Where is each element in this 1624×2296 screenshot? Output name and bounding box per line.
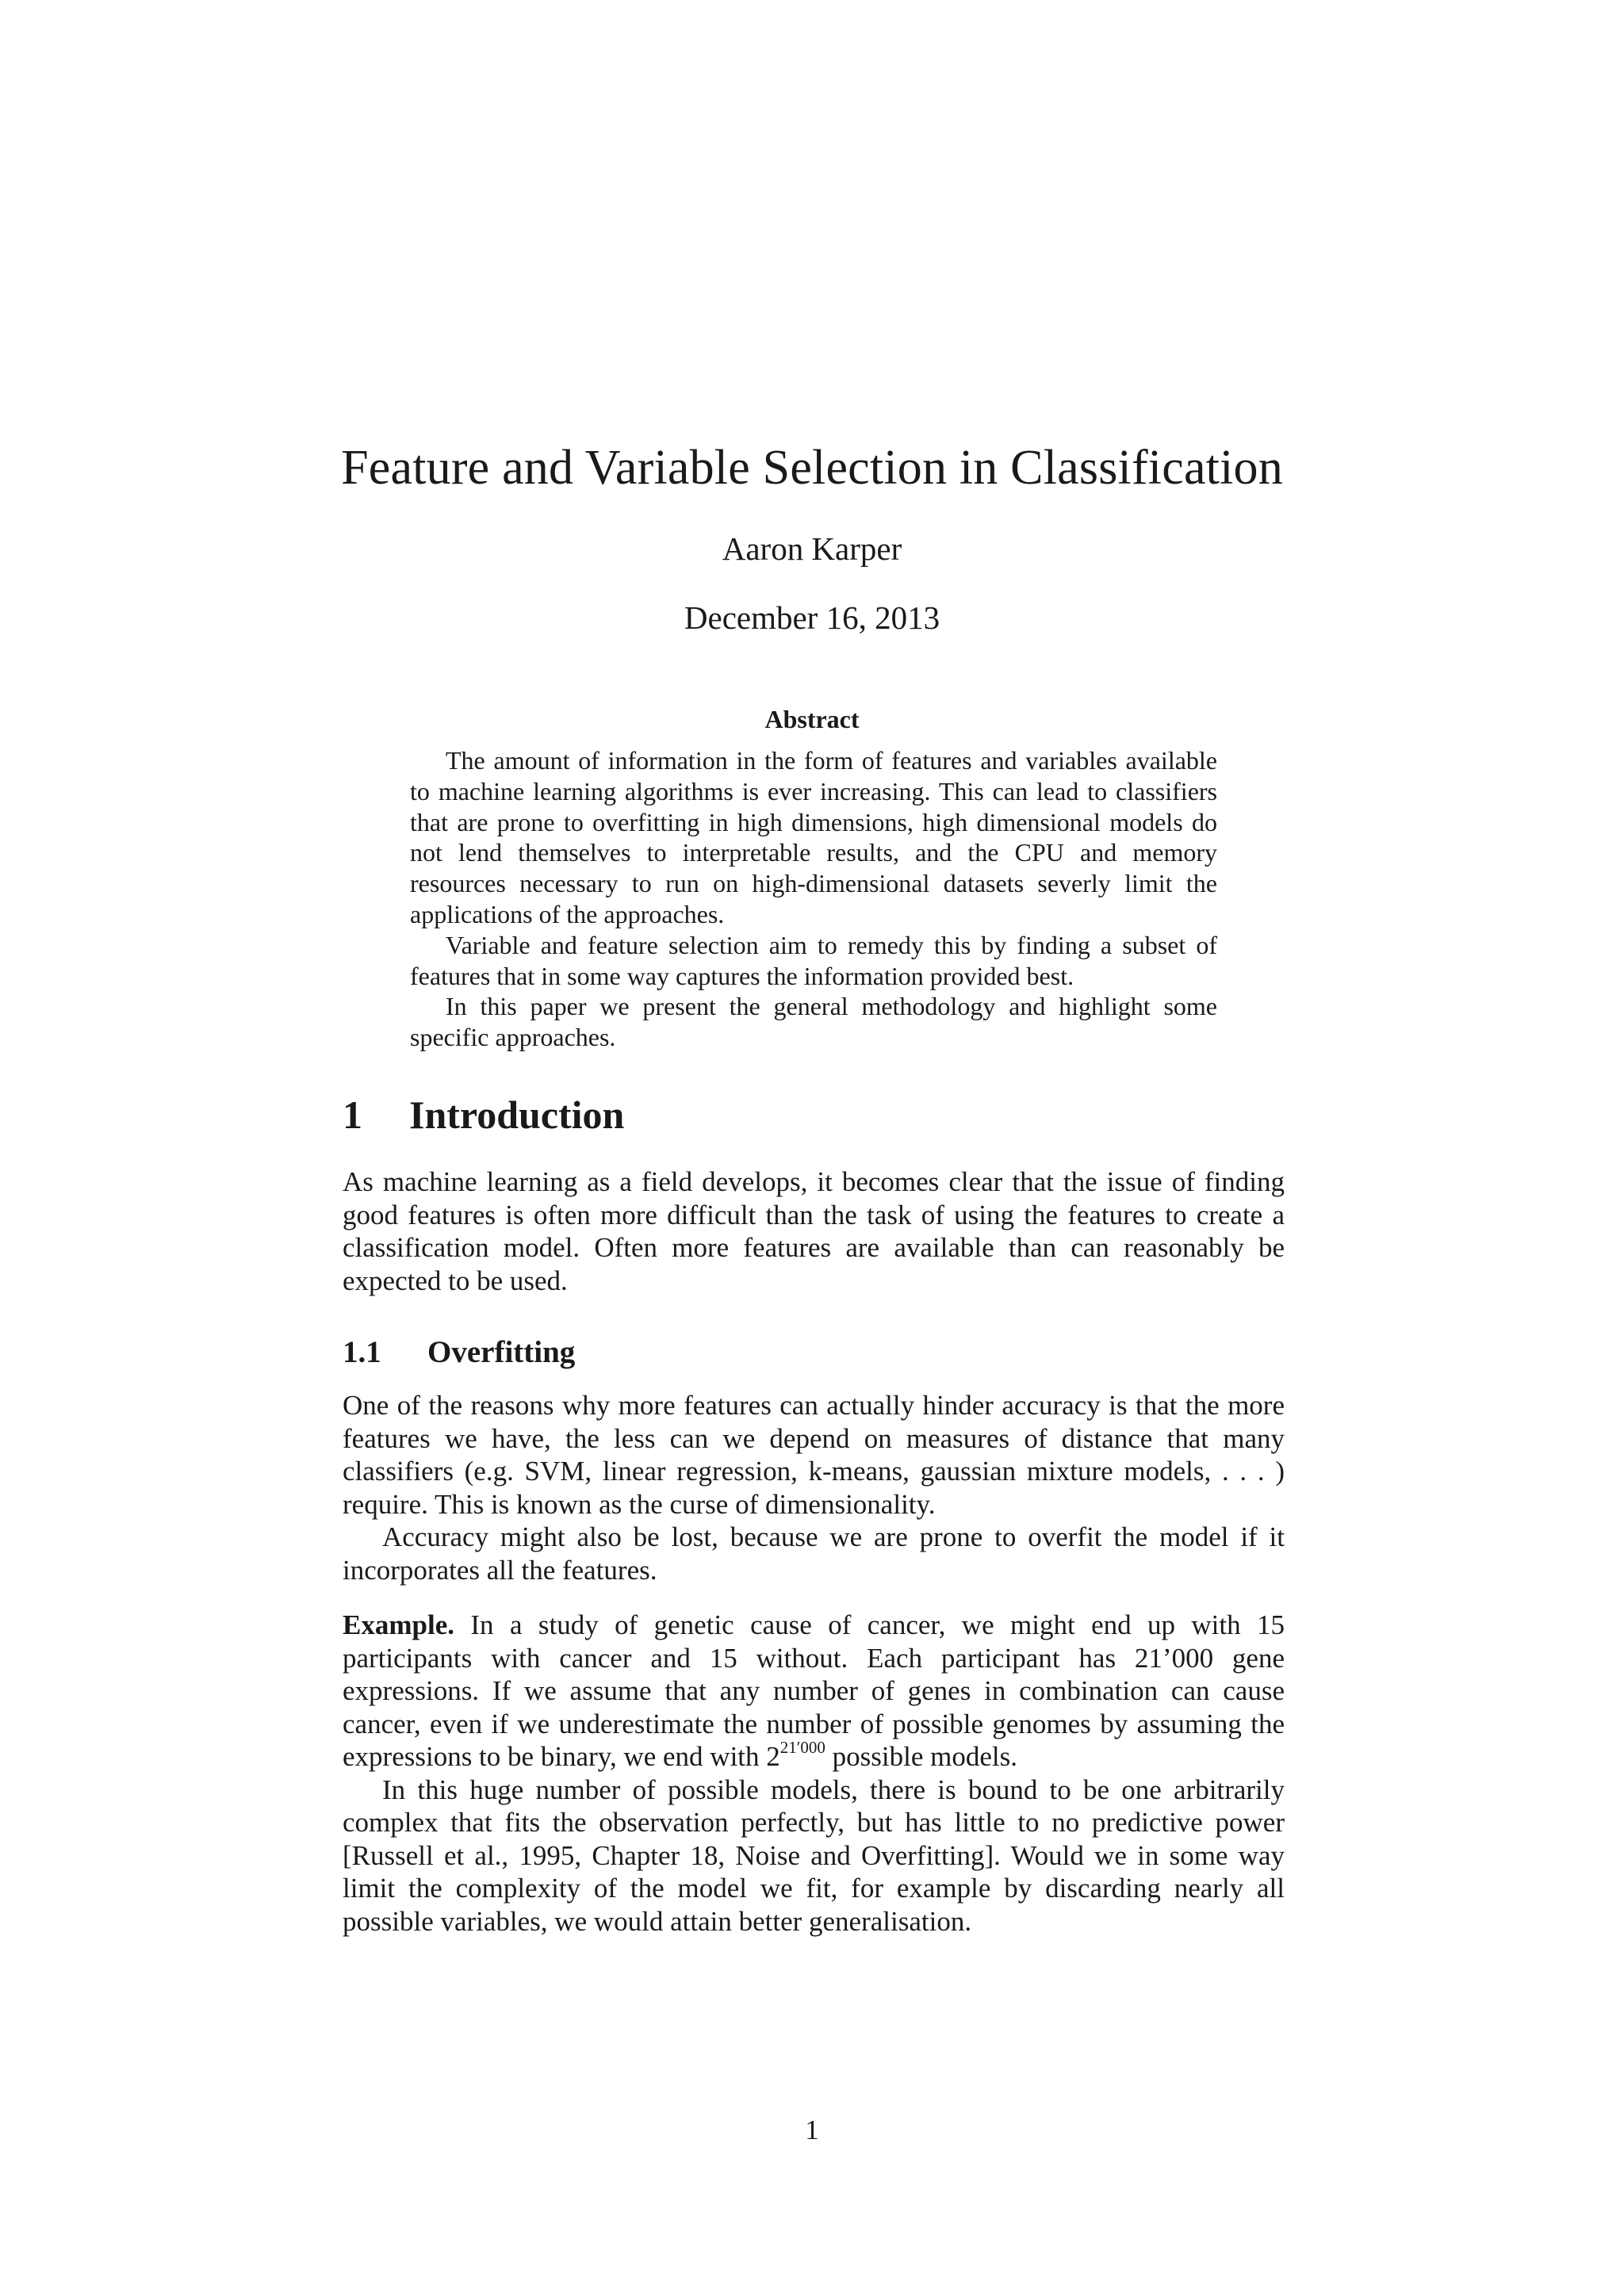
abstract-body <box>410 745 1217 1053</box>
section-title: Introduction <box>409 1093 625 1137</box>
page-number: 1 <box>805 2114 819 2145</box>
abstract-paragraph: Variable and feature selection aim to remedy this by finding a subset of features that in some way captures the information provided best. <box>410 930 1217 990</box>
subsection-title: Overfitting <box>427 1335 576 1369</box>
section-number: 1 <box>343 1093 362 1137</box>
subsection-number: 1.1 <box>343 1335 381 1369</box>
abstract-paragraph: In this paper we present the general methodology and highlight some specific approaches. <box>410 992 1217 1052</box>
exponent: 21′000 <box>779 1738 825 1758</box>
abstract-paragraph: The amount of information in the form of features and variables available to machine learning algorithms is ever increasing. This can lead to classifiers that are prone to overfitting in high dimensions, high dimensional models do not lend themselves to interpretable results, and the CPU and memory resources necessary to run on high-dimensional datasets severly limit the applications of the approaches. <box>410 746 1217 928</box>
section-heading-introduction <box>343 1092 624 1138</box>
example-text: In a study of genetic cause of cancer, we might end up with 15 participants with cancer and 15 without. Each participant has 21’000 gene expressions. If we assume that any number of genes in combination can cause cancer, even if we underestimate the number of possible genomes by assuming the expressions to be binary, we end with 2 <box>343 1609 1285 1772</box>
example-label: Example. <box>343 1609 454 1640</box>
example-paragraph <box>343 1609 1285 1774</box>
paper-date: December 16, 2013 <box>684 599 940 636</box>
paper-title: Feature and Variable Selection in Classification <box>341 441 1283 495</box>
paper-author: Aaron Karper <box>722 530 902 567</box>
example-block <box>343 1609 1285 1938</box>
subsection-heading-overfitting <box>343 1334 575 1370</box>
body-paragraph: As machine learning as a field develops, it becomes clear that the issue of finding good features is often more difficult than the task of using the features to create a classification model. Often more features are available than can reasonably be expected to be used. <box>343 1166 1285 1296</box>
body-paragraph: In this huge number of possible models, there is bound to be one arbitrarily complex that fits the observation perfectly, but has little to no predictive power [Russell et al., 1995, Chapter 18, Noise and Overfitting]. Would we in some way limit the complexity of the model we fit, for example by discarding nearly all possible variables, we would attain better generalisation. <box>343 1774 1285 1937</box>
body-paragraph: Accuracy might also be lost, because we are prone to overfit the model if it incorporates all the features. <box>343 1521 1285 1586</box>
example-text-end: possible models. <box>825 1741 1017 1772</box>
body-paragraph: One of the reasons why more features can actually hinder accuracy is that the more features we have, the less can we depend on measures of distance that many classifiers (e.g. SVM, linear regression, k-means, gaussian mixture models, . . . ) require. This is known as the curse of dimensionality. <box>343 1390 1285 1520</box>
overfitting-body <box>343 1389 1285 1586</box>
introduction-body <box>343 1165 1285 1297</box>
abstract-heading: Abstract <box>764 705 860 733</box>
